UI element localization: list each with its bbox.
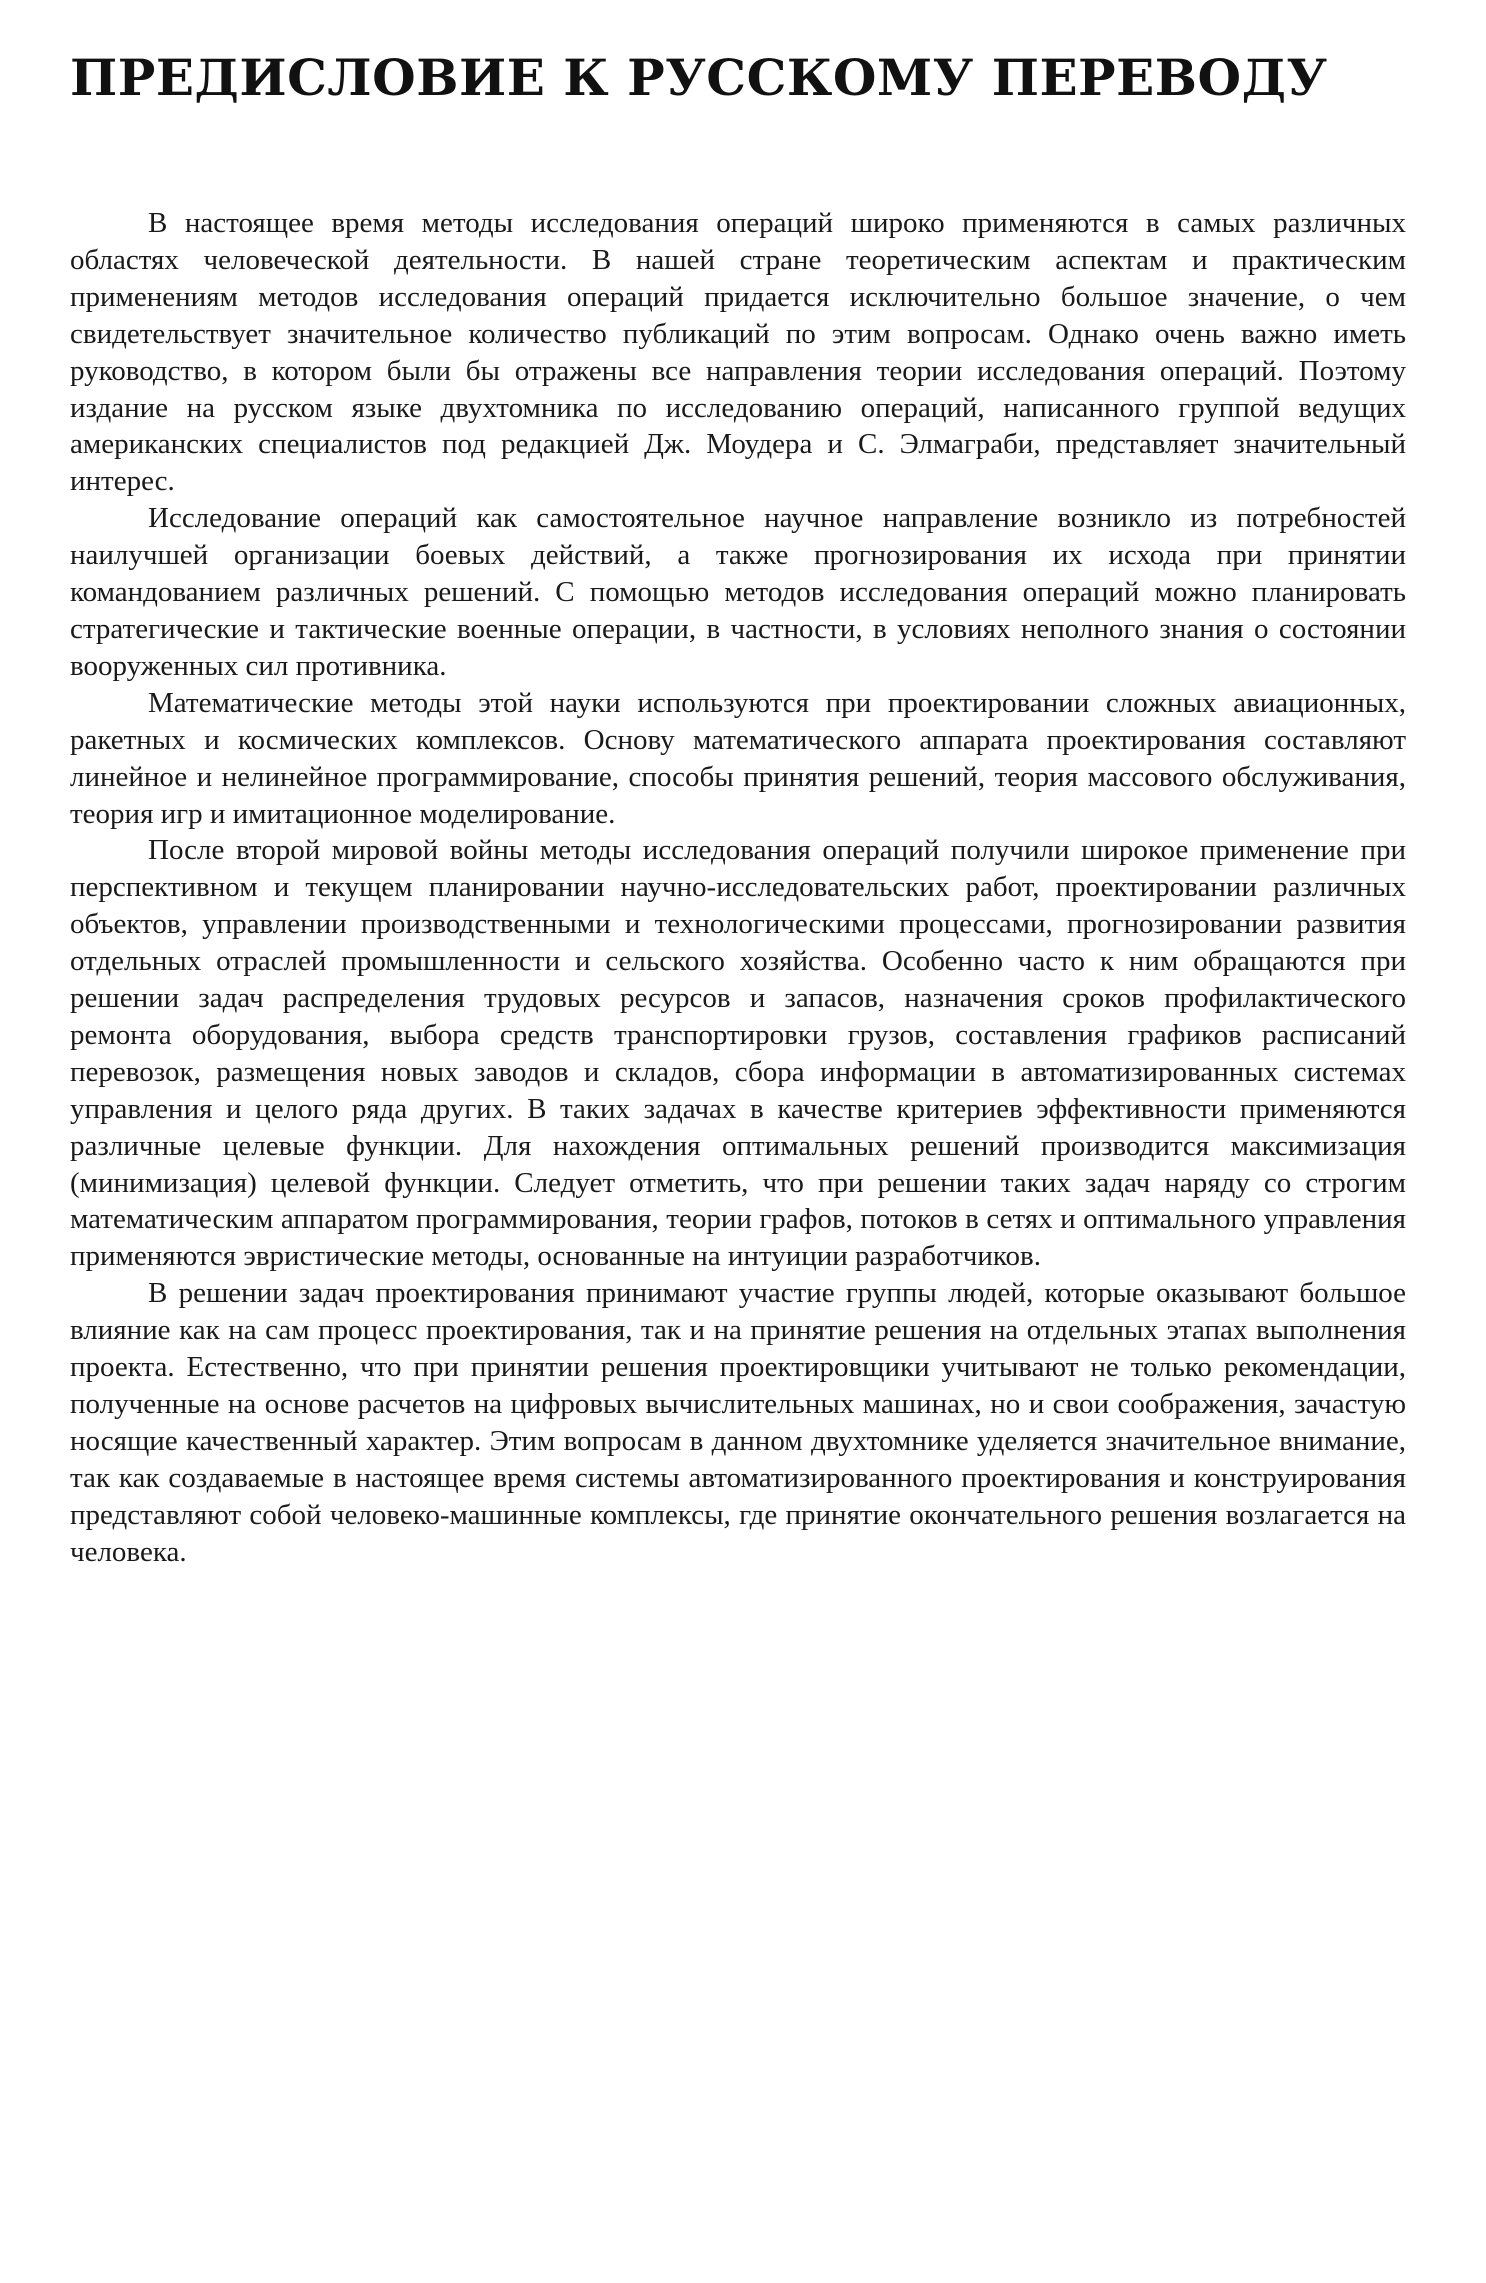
preface-body	[70, 205, 1406, 1571]
page-title: ПРЕДИСЛОВИЕ К РУССКОМУ ПЕРЕВОДУ	[70, 48, 1328, 107]
paragraph-1: В настоящее время методы исследования операций широко применяются в самых различных областях человеческой деятельности. В нашей стране теоретическим аспектам и практическим применениям методов исследования операций придается исключительно большое значение, о чем свидетельствует значительное количество публикаций по этим вопросам. Однако очень важно иметь руководство, в котором были бы отражены все направления теории исследования операций. Поэтому издание на русском языке двухтомника по исследованию операций, написанного группой ведущих американских специалистов под редакцией Дж. Моудера и С. Элмаграби, представляет значительный интерес.	[70, 207, 1406, 498]
paragraph-5: В решении задач проектирования принимают участие группы людей, которые оказывают большое влияние как на сам процесс проектирования, так и на принятие решения на отдельных этапах выполнения проекта. Естественно, что при принятии решения проектировщики учитывают не только рекомендации, полученные на основе расчетов на цифровых вычислительных машинах, но и свои соображения, зачастую носящие качественный характер. Этим вопросам в данном двухтомнике уделяется значительное внимание, так как создаваемые в настоящее время системы автоматизированного проектирования и конструирования представляют собой человеко-машинные комплексы, где принятие окончательного решения возлагается на человека.	[70, 1277, 1406, 1568]
paragraph-2: Исследование операций как самостоятельное научное направление возникло из потребностей наилучшей организации боевых действий, а также прогнозирования их исхода при принятии командованием различных решений. С помощью методов исследования операций можно планировать стратегические и тактические военные операции, в частности, в условиях неполного знания о состоянии вооруженных сил противника.	[70, 502, 1406, 682]
paragraph-4: После второй мировой войны методы исследования операций получили широкое применение при перспективном и текущем планировании научно-исследовательских работ, проектировании различных объектов, управлении производственными и технологическими процессами, прогнозировании развития отдельных отраслей промышленности и сельского хозяйства. Особенно часто к ним обращаются при решении задач распределения трудовых ресурсов и запасов, назначения сроков профилактического ремонта оборудования, выбора средств транспортировки грузов, составления графиков расписаний перевозок, размещения новых заводов и складов, сбора информации в автоматизированных системах управления и целого ряда других. В таких задачах в качестве критериев эффективности применяются различные целевые функции. Для нахождения оптимальных решений производится максимизация (минимизация) целевой функции. Следует отметить, что при решении таких задач наряду со строгим математическим аппаратом программирования, теории графов, потоков в сетях и оптимального управления применяются эвристические методы, основанные на интуиции разработчиков.	[70, 834, 1406, 1273]
paragraph-3: Математические методы этой науки используются при проектировании сложных авиационных, ракетных и космических комплексов. Основу математического аппарата проектирования составляют линейное и нелинейное программирование, способы принятия решений, теория массового обслуживания, теория игр и имитационное моделирование.	[70, 686, 1406, 830]
